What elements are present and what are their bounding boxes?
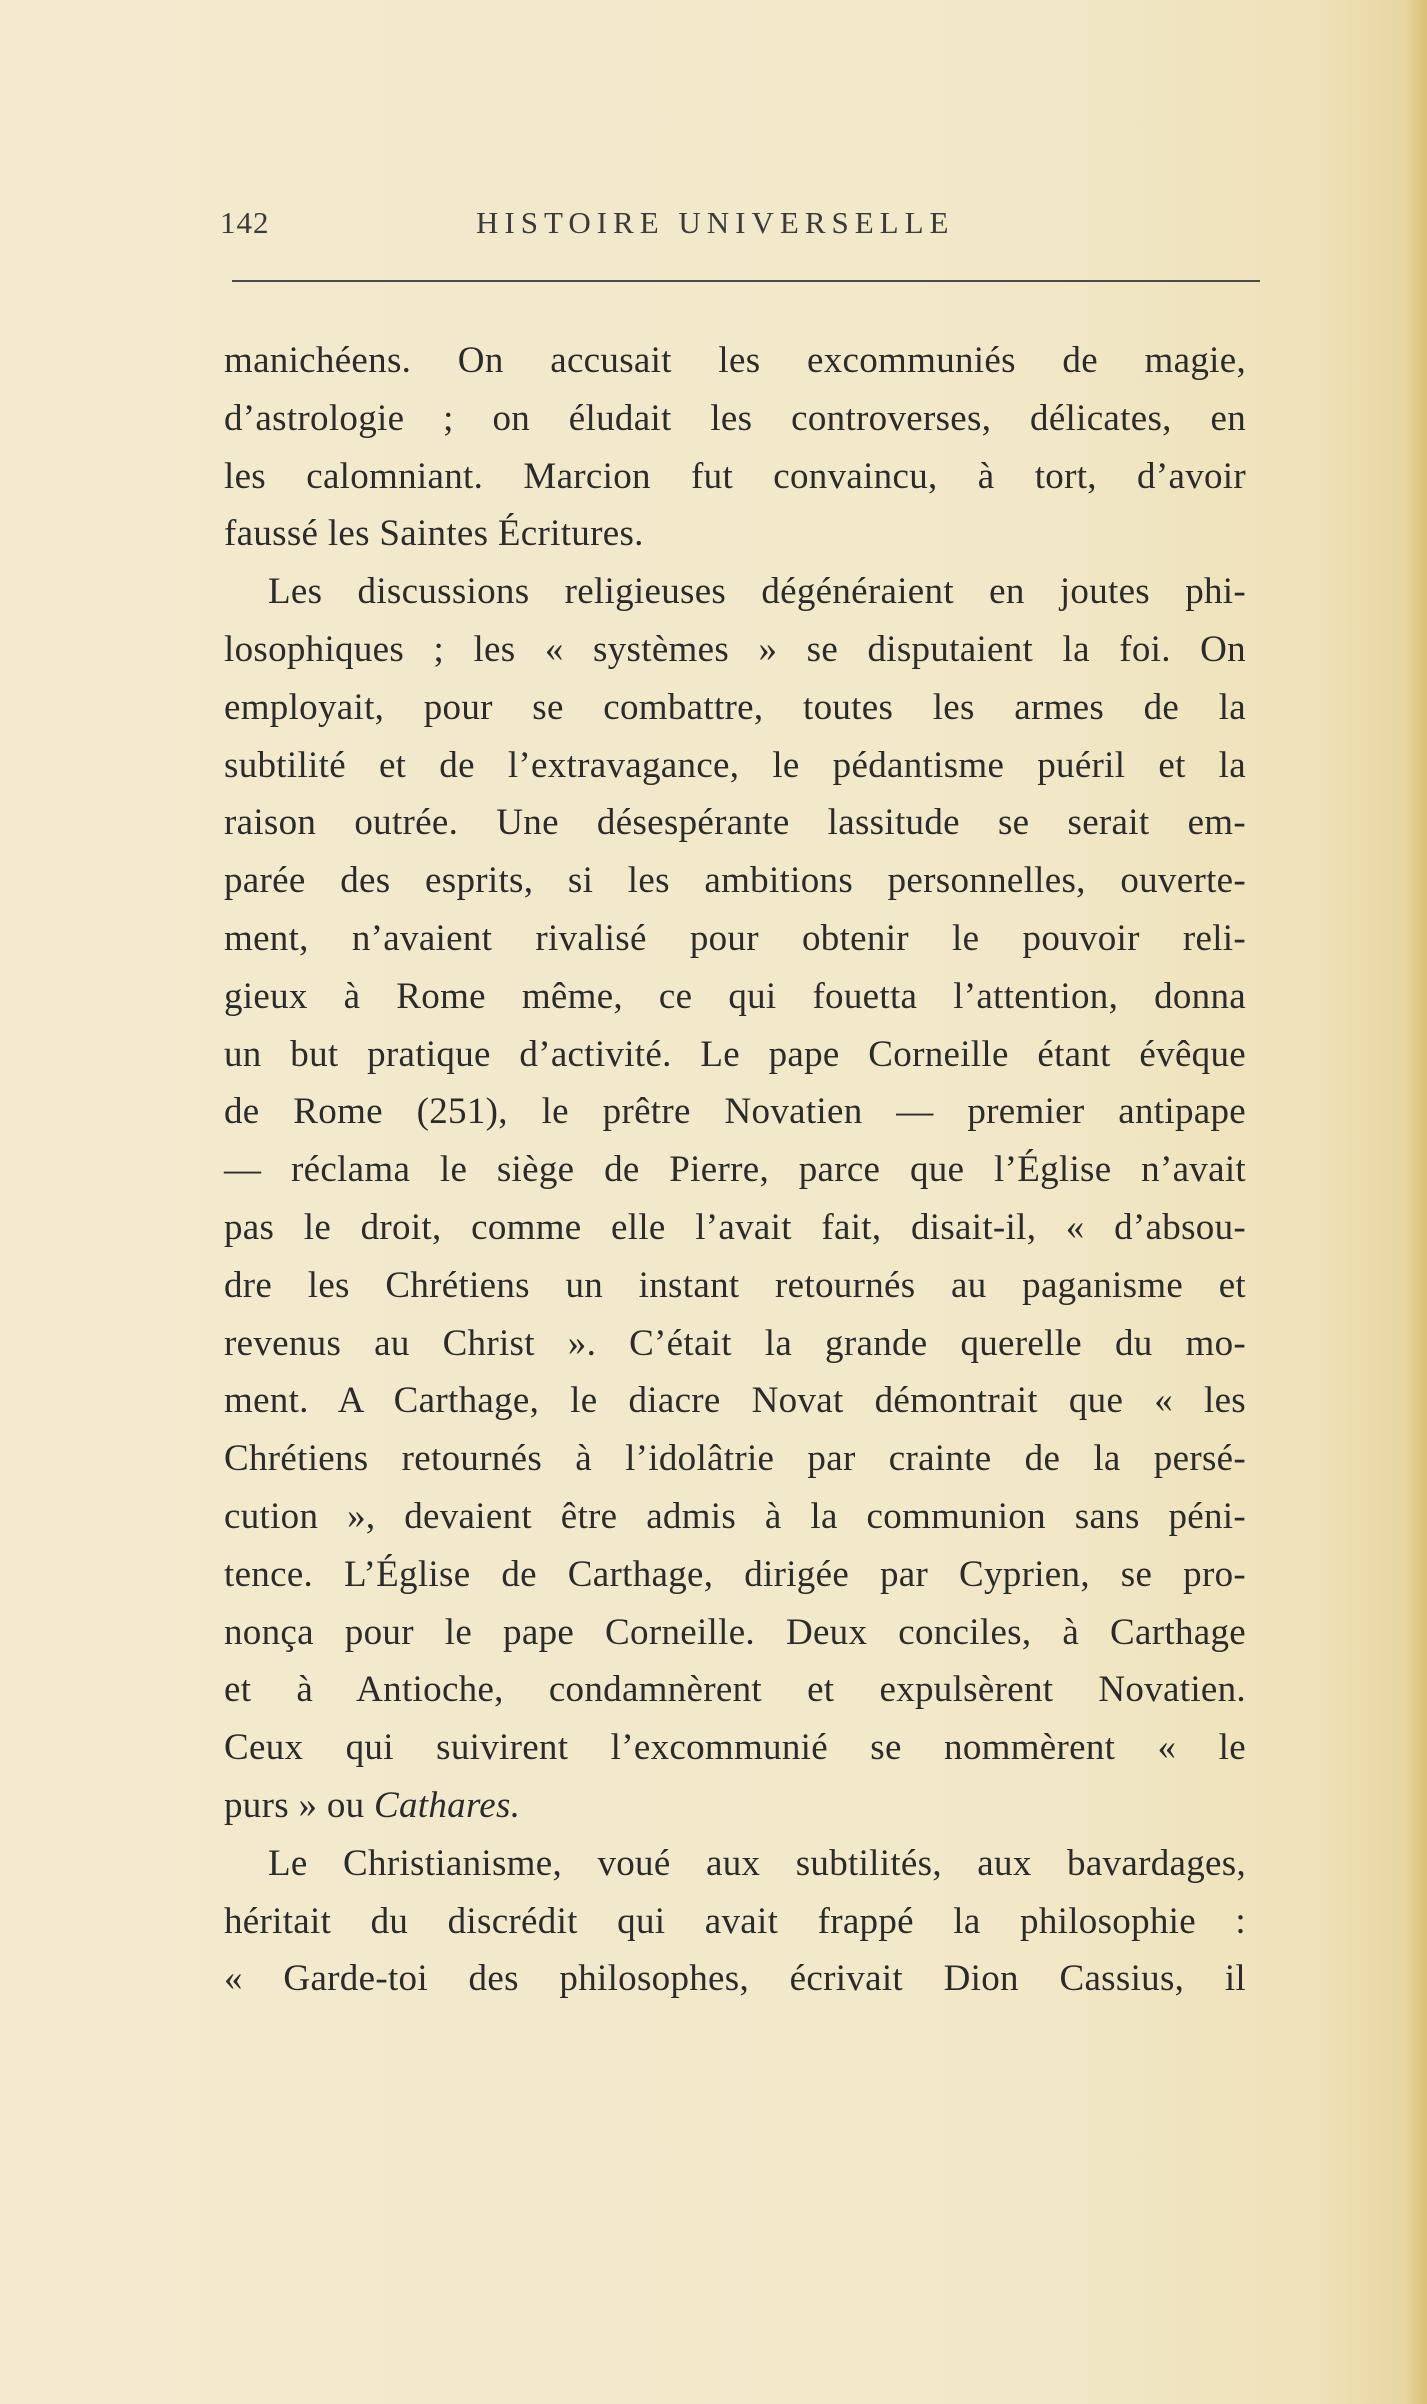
text-line: losophiques ; les « systèmes » se disputaient la foi. On — [224, 628, 1246, 670]
text-line: de Rome (251), le prêtre Novatien — premier antipape — [224, 1091, 1246, 1133]
text-line: cution », devaient être admis à la communion sans péni- — [224, 1495, 1246, 1537]
text-line: employait, pour se combattre, toutes les armes de la — [224, 686, 1246, 728]
text-line: manichéens. On accusait les excommuniés de magie, — [224, 340, 1246, 381]
text-line: pas le droit, comme elle l’avait fait, disait-il, « d’absou- — [224, 1206, 1246, 1248]
page-header — [220, 205, 1250, 245]
text-line: héritait du discrédit qui avait frappé la philosophie : — [224, 1900, 1246, 1942]
text-line: — réclama le siège de Pierre, parce que l’Église n’avait — [224, 1149, 1246, 1191]
text-line: faussé les Saintes Écritures. — [224, 513, 644, 555]
text-line: dre les Chrétiens un instant retournés au paganisme et — [224, 1264, 1246, 1306]
page-edge-shadow — [1405, 0, 1427, 2404]
text-line: nonça pour le pape Corneille. Deux conciles, à Carthage — [224, 1611, 1246, 1653]
text-line: les calomniant. Marcion fut convaincu, à tort, d’avoir — [224, 455, 1246, 497]
text-line-ending — [224, 1777, 1246, 1835]
text-line: ment, n’avaient rivalisé pour obtenir le pouvoir reli- — [224, 917, 1246, 959]
text-line: ment. A Carthage, le diacre Novat démontrait que « les — [224, 1380, 1246, 1422]
text-line: subtilité et de l’extravagance, le pédantisme puéril et la — [224, 744, 1246, 786]
text-line: Chrétiens retournés à l’idolâtrie par crainte de la persé- — [224, 1438, 1246, 1480]
text-line: raison outrée. Une désespérante lassitude se serait em- — [224, 802, 1246, 844]
text-line: gieux à Rome même, ce qui fouetta l’attention, donna — [224, 975, 1246, 1017]
text-line: un but pratique d’activité. Le pape Corneille étant évêque — [224, 1033, 1246, 1075]
text-line: revenus au Christ ». C’était la grande querelle du mo- — [224, 1322, 1246, 1364]
page-number: 142 — [220, 205, 270, 240]
text-line: Le Christianisme, voué aux subtilités, aux bavardages, — [268, 1842, 1246, 1884]
body-text — [224, 332, 1246, 2008]
text-line: « Garde-toi des philosophes, écrivait Dion Cassius, il — [224, 1958, 1246, 2000]
text-line: parée des esprits, si les ambitions personnelles, ouverte- — [224, 860, 1246, 902]
header-rule — [232, 280, 1260, 282]
line-prefix: purs » ou — [224, 1784, 365, 1826]
text-line: Ceux qui suivirent l’excommunié se nommèrent « le — [224, 1727, 1246, 1769]
text-line: et à Antioche, condamnèrent et expulsèrent Novatien. — [224, 1669, 1246, 1711]
running-title: HISTOIRE UNIVERSELLE — [476, 205, 955, 240]
italic-term: Cathares. — [373, 1784, 521, 1826]
text-line: d’astrologie ; on éludait les controverses, délicates, en — [224, 397, 1246, 439]
text-line: Les discussions religieuses dégénéraient en joutes phi- — [268, 571, 1246, 613]
text-line: tence. L’Église de Carthage, dirigée par Cyprien, se pro- — [224, 1553, 1246, 1595]
